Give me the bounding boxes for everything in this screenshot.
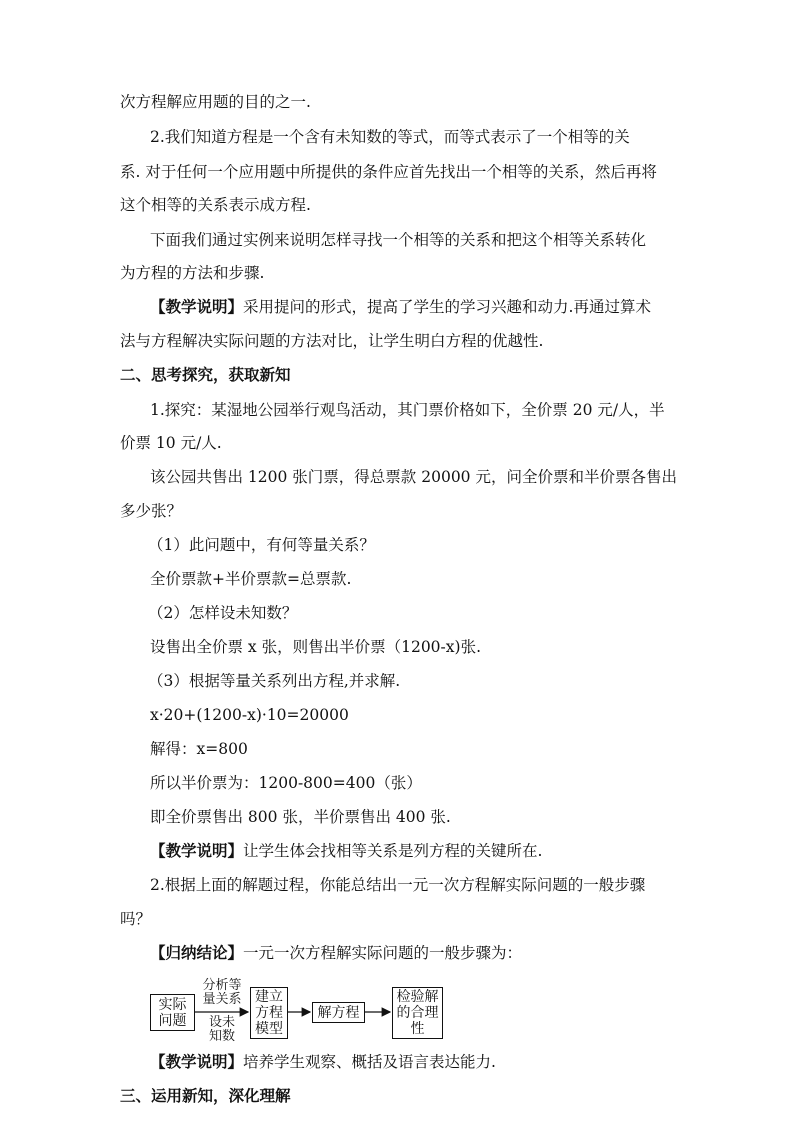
paragraph-line: 2.我们知道方程是一个含有未知数的等式，而等式表示了一个相等的关: [150, 128, 630, 146]
paragraph-line: 设售出全价票 x 张，则售出半价票（1200-x)张.: [150, 638, 481, 656]
paragraph-line: 所以半价票为：1200-800=400（张）: [150, 774, 422, 792]
conclusion-line: 【归纳结论】一元一次方程解实际问题的一般步骤为：: [150, 943, 523, 962]
section-heading: 三、运用新知，深化理解: [120, 1086, 291, 1105]
teaching-note-line: 【教学说明】让学生体会找相等关系是列方程的关键所在.: [150, 841, 543, 860]
teaching-note-label: 【教学说明】: [150, 841, 244, 860]
teaching-note-line: 【教学说明】采用提问的形式，提高了学生的学习兴趣和动力.再通过算术: [150, 297, 651, 316]
paragraph-line: 为方程的方法和步骤.: [120, 264, 265, 282]
step-box-build-model: 建立 方程 模型: [250, 987, 288, 1039]
teaching-note-label: 【教学说明】: [150, 1052, 244, 1071]
paragraph-line: 次方程解应用题的目的之一.: [120, 93, 311, 111]
teaching-note-label: 【教学说明】: [150, 297, 244, 316]
paragraph-line: 多少张？: [120, 502, 183, 520]
arrow-label-bottom: 设未 知数: [208, 1015, 235, 1044]
step-box-verify: 检验解 的合理 性: [392, 987, 443, 1039]
question-line: （3）根据等量关系列出方程,并求解.: [148, 672, 401, 690]
paragraph-line: 这个相等的关系表示成方程.: [120, 196, 311, 214]
paragraph-line: 1.探究：某湿地公园举行观鸟活动，其门票价格如下，全价票 20 元/人，半: [150, 401, 665, 419]
paragraph-line: 下面我们通过实例来说明怎样寻找一个相等的关系和把这个相等关系转化: [150, 231, 647, 249]
step-box-real-problem: 实际 问题: [150, 994, 195, 1031]
paragraph-line: 全价票款+半价票款=总票款.: [150, 570, 352, 588]
paragraph-line: 法与方程解决实际问题的方法对比，让学生明白方程的优越性.: [120, 332, 544, 350]
paragraph-line: 该公园共售出 1200 张门票，得总票款 20000 元，问全价票和半价票各售出: [150, 468, 677, 486]
steps-flow-diagram: [150, 977, 450, 1047]
paragraph-line: 吗？: [120, 910, 152, 928]
paragraph-line: 2.根据上面的解题过程，你能总结出一元一次方程解实际问题的一般步骤: [150, 876, 646, 894]
paragraph-line: 即全价票售出 800 张，半价票售出 400 张.: [150, 808, 451, 826]
conclusion-label: 【归纳结论】: [150, 943, 244, 962]
question-line: （1）此问题中，有何等量关系？: [148, 536, 375, 554]
section-heading: 二、思考探究，获取新知: [120, 365, 291, 384]
step-box-solve: 解方程: [312, 1002, 365, 1023]
equation-line: x·20+(1200-x)·10=20000: [150, 706, 349, 724]
teaching-note-line: 【教学说明】培养学生观察、概括及语言表达能力.: [150, 1052, 496, 1071]
question-line: （2）怎样设未知数？: [148, 604, 298, 622]
paragraph-line: 系. 对于任何一个应用题中所提供的条件应首先找出一个相等的关系，然后再将: [120, 163, 657, 181]
paragraph-line: 价票 10 元/人.: [120, 434, 222, 452]
arrow-label-top: 分析等 量关系: [202, 978, 242, 1007]
paragraph-line: 解得：x=800: [150, 740, 248, 758]
